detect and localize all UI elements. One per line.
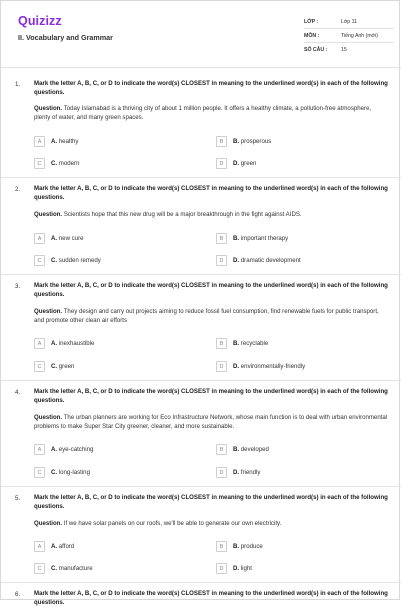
question-number: 1. xyxy=(15,81,21,88)
meta-value: Lớp 11 xyxy=(341,18,357,25)
option-prefix: C. xyxy=(51,160,58,167)
option-text: eye-catching xyxy=(58,446,94,453)
option-letter-box: B xyxy=(216,136,227,147)
meta-row-subject xyxy=(304,29,394,43)
question-instruction: Mark the letter A, B, C, or D to indicate the word(s) CLOSEST in meaning to the underlined word(s) in each of the following questions. xyxy=(34,590,388,606)
option-letter-box: A xyxy=(34,541,45,552)
option-prefix: A. xyxy=(51,340,58,347)
option-a[interactable] xyxy=(34,444,93,455)
option-c[interactable] xyxy=(34,467,90,478)
question-instruction: Mark the letter A, B, C, or D to indicate the word(s) CLOSEST in meaning to the underlined word(s) in each of the following questions. xyxy=(34,80,388,96)
option-letter-box: D xyxy=(216,158,227,169)
quizizz-logo: Quizizz xyxy=(18,14,62,28)
question-label: Question. xyxy=(34,520,63,527)
option-letter-box: D xyxy=(216,563,227,574)
option-text: inexhaustible xyxy=(58,340,95,347)
option-d[interactable] xyxy=(216,158,256,169)
option-text: recyclable xyxy=(240,340,269,347)
question-number: 2. xyxy=(15,186,21,193)
option-prefix: B. xyxy=(233,340,240,347)
option-b[interactable] xyxy=(216,444,269,455)
question-number: 3. xyxy=(15,283,21,290)
option-c[interactable] xyxy=(34,255,101,266)
option-text: new cure xyxy=(58,235,84,242)
option-c[interactable] xyxy=(34,563,93,574)
option-text: important therapy xyxy=(240,235,289,242)
option-a[interactable] xyxy=(34,233,84,244)
option-prefix: D. xyxy=(233,257,240,264)
option-c[interactable] xyxy=(34,158,79,169)
question-body: Today Islamabad is a thriving city of about 1 million people. It offers a healthy climate, a pollution-free atmosphere, plenty of water, and many green spaces. xyxy=(34,105,372,121)
meta-key: SỐ CÂU : xyxy=(304,47,328,53)
option-a[interactable] xyxy=(34,338,94,349)
option-letter-box: A xyxy=(34,338,45,349)
divider xyxy=(1,67,401,68)
option-d[interactable] xyxy=(216,255,301,266)
question-number: 6. xyxy=(15,591,21,598)
question-number: 5. xyxy=(15,495,21,502)
option-prefix: B. xyxy=(233,235,240,242)
question-body: Scientists hope that this new drug will be a major breakthrough in the fight against AIDS. xyxy=(63,211,302,218)
option-text: green xyxy=(240,160,257,167)
option-text: sudden remedy xyxy=(58,257,101,264)
option-letter-box: D xyxy=(216,255,227,266)
divider xyxy=(1,274,401,275)
option-text: friendly xyxy=(240,469,261,476)
option-d[interactable] xyxy=(216,467,260,478)
option-letter-box: C xyxy=(34,563,45,574)
divider xyxy=(1,177,401,178)
option-prefix: D. xyxy=(233,160,240,167)
option-letter-box: A xyxy=(34,233,45,244)
option-text: healthy xyxy=(58,138,79,145)
option-a[interactable] xyxy=(34,541,74,552)
option-b[interactable] xyxy=(216,233,288,244)
option-letter-box: D xyxy=(216,467,227,478)
option-letter-box: A xyxy=(34,444,45,455)
option-letter-box: A xyxy=(34,136,45,147)
option-letter-box: B xyxy=(216,338,227,349)
option-prefix: A. xyxy=(51,446,58,453)
option-d[interactable] xyxy=(216,563,252,574)
meta-row-count xyxy=(304,43,394,57)
option-letter-box: B xyxy=(216,233,227,244)
option-text: produce xyxy=(240,543,263,550)
option-d[interactable] xyxy=(216,361,305,372)
section-title: II. Vocabulary and Grammar xyxy=(18,33,113,42)
question-text xyxy=(34,520,389,529)
option-letter-box: C xyxy=(34,255,45,266)
option-text: prosperous xyxy=(240,138,272,145)
option-letter-box: C xyxy=(34,158,45,169)
divider xyxy=(1,582,401,583)
option-prefix: C. xyxy=(51,363,58,370)
option-letter-box: C xyxy=(34,467,45,478)
meta-value: 15 xyxy=(341,47,347,53)
option-text: green xyxy=(58,363,75,370)
question-instruction: Mark the letter A, B, C, or D to indicate the word(s) CLOSEST in meaning to the underlined word(s) in each of the following questions. xyxy=(34,494,388,510)
question-label: Question. xyxy=(34,414,63,421)
option-prefix: C. xyxy=(51,257,58,264)
option-text: developed xyxy=(240,446,269,453)
question-label: Question. xyxy=(34,308,63,315)
option-letter-box: C xyxy=(34,361,45,372)
question-label: Question. xyxy=(34,211,63,218)
option-text: manufacture xyxy=(58,565,93,572)
question-body: They design and carry out projects aiming to reduce fossil fuel consumption, find renewable fuels for public transport, and promote other clean air efforts xyxy=(34,308,379,324)
worksheet-header xyxy=(1,1,401,65)
question-text xyxy=(34,414,389,431)
option-prefix: A. xyxy=(51,235,58,242)
option-letter-box: D xyxy=(216,361,227,372)
meta-value: Tiếng Anh (mới) xyxy=(341,32,378,39)
option-b[interactable] xyxy=(216,541,263,552)
meta-key: LỚP : xyxy=(304,18,319,25)
option-c[interactable] xyxy=(34,361,74,372)
question-instruction: Mark the letter A, B, C, or D to indicate the word(s) CLOSEST in meaning to the underlined word(s) in each of the following questions. xyxy=(34,282,388,298)
option-prefix: A. xyxy=(51,138,58,145)
option-text: long-lasting xyxy=(58,469,90,476)
option-b[interactable] xyxy=(216,136,271,147)
option-prefix: B. xyxy=(233,543,240,550)
question-text xyxy=(34,308,389,325)
question-body: If we have solar panels on our roofs, we'll be able to generate our own electricity. xyxy=(63,520,282,527)
option-text: dramatic development xyxy=(240,257,301,264)
option-prefix: C. xyxy=(51,565,58,572)
question-text xyxy=(34,211,389,220)
option-prefix: D. xyxy=(233,363,240,370)
option-letter-box: B xyxy=(216,541,227,552)
option-letter-box: B xyxy=(216,444,227,455)
option-prefix: D. xyxy=(233,565,240,572)
divider xyxy=(1,486,401,487)
question-body: The urban planners are working for Eco Infrastructure Network, whose main function is to deal with urban environmental problems to make Super Star City greener, cleaner, and more sustainable. xyxy=(34,414,388,430)
question-instruction: Mark the letter A, B, C, or D to indicate the word(s) CLOSEST in meaning to the underlined word(s) in each of the following questions. xyxy=(34,185,388,201)
option-prefix: D. xyxy=(233,469,240,476)
meta-key: MÔN : xyxy=(304,32,320,39)
option-b[interactable] xyxy=(216,338,268,349)
option-text: environmentally-friendly xyxy=(240,363,306,370)
option-text: light xyxy=(240,565,252,572)
question-number: 4. xyxy=(15,389,21,396)
question-instruction: Mark the letter A, B, C, or D to indicate the word(s) CLOSEST in meaning to the underlined word(s) in each of the following questions. xyxy=(34,388,388,404)
option-a[interactable] xyxy=(34,136,78,147)
worksheet-meta xyxy=(304,15,394,57)
question-label: Question. xyxy=(34,105,63,112)
divider xyxy=(1,380,401,381)
option-text: modern xyxy=(58,160,80,167)
option-prefix: A. xyxy=(51,543,58,550)
option-prefix: C. xyxy=(51,469,58,476)
question-text xyxy=(34,105,389,122)
meta-row-class xyxy=(304,15,394,29)
option-prefix: B. xyxy=(233,446,240,453)
option-text: afford xyxy=(58,543,75,550)
option-prefix: B. xyxy=(233,138,240,145)
